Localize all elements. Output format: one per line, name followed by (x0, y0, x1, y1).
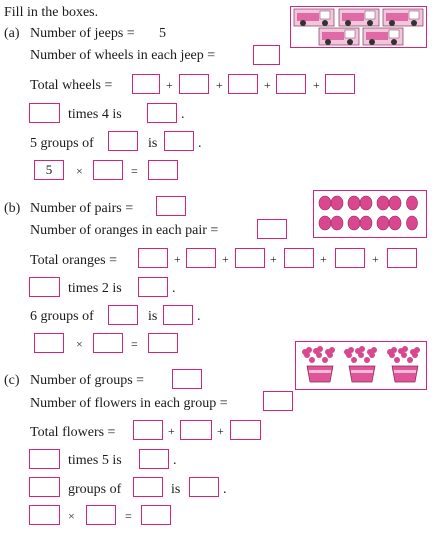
times-four-first-box[interactable] (29, 103, 60, 123)
wheels-each-answer-box[interactable] (253, 45, 280, 65)
times-two-result-box[interactable] (138, 277, 168, 297)
equals-sign: = (125, 509, 132, 523)
groups-of-first-box[interactable] (29, 477, 60, 497)
period: . (198, 136, 202, 151)
jeeps-count-value: 5 (159, 26, 166, 41)
is-label: is (148, 136, 158, 151)
jeeps-count-label: Number of jeeps = (30, 26, 135, 41)
is-label: is (171, 482, 181, 497)
plus-sign: + (313, 78, 320, 92)
plus-sign: + (372, 252, 379, 266)
six-groups-of-box[interactable] (108, 305, 138, 325)
section-b-marker: (b) (4, 201, 21, 216)
oranges-each-box[interactable] (257, 219, 287, 239)
orange-icons (314, 191, 425, 236)
times-five-label: times 5 is (68, 453, 122, 468)
total-wheels-box-3[interactable] (228, 74, 258, 94)
period: . (173, 453, 177, 468)
groups-count-label: Number of groups = (30, 373, 145, 388)
total-oranges-box-1[interactable] (138, 248, 168, 268)
total-wheels-box-4[interactable] (276, 74, 306, 94)
section-c-marker: (c) (4, 373, 20, 388)
six-groups-result-box[interactable] (163, 305, 193, 325)
total-oranges-box-2[interactable] (186, 248, 216, 268)
total-flowers-box-3[interactable] (230, 420, 261, 440)
times-five-result-box[interactable] (139, 449, 169, 469)
pairs-count-label: Number of pairs = (30, 201, 134, 216)
jeep-icons (291, 7, 425, 46)
c-multiplication-result-box[interactable] (141, 505, 171, 525)
times-sign: × (76, 337, 83, 351)
c-multiplication-first-factor-box[interactable] (29, 505, 60, 525)
jeeps-picture (290, 6, 427, 48)
total-wheels-label: Total wheels = (30, 78, 113, 93)
times-sign: × (68, 509, 75, 523)
total-oranges-box-4[interactable] (284, 248, 314, 268)
total-oranges-box-6[interactable] (387, 248, 417, 268)
period: . (181, 107, 185, 122)
equals-sign: = (131, 337, 138, 351)
times-four-label: times 4 is (68, 107, 122, 122)
b-multiplication-result-box[interactable] (148, 333, 178, 353)
multiplication-result-box[interactable] (148, 160, 178, 180)
period: . (223, 482, 227, 497)
five-groups-of-box[interactable] (108, 131, 138, 151)
times-four-result-box[interactable] (147, 103, 177, 123)
multiplication-second-factor-box[interactable] (93, 160, 123, 180)
b-multiplication-second-factor-box[interactable] (93, 333, 123, 353)
is-label: is (148, 309, 158, 324)
plus-sign: + (270, 252, 277, 266)
plus-sign: + (168, 424, 175, 438)
plus-sign: + (320, 252, 327, 266)
total-wheels-box-5[interactable] (325, 74, 355, 94)
period: . (172, 281, 176, 296)
wheels-each-label: Number of wheels in each jeep = (30, 48, 216, 63)
groups-count-box[interactable] (172, 369, 202, 389)
total-flowers-label: Total flowers = (30, 425, 116, 440)
total-wheels-box-2[interactable] (179, 74, 209, 94)
six-groups-label: 6 groups of (30, 309, 94, 324)
oranges-each-label: Number of oranges in each pair = (30, 223, 219, 238)
section-a-marker: (a) (4, 26, 20, 41)
given-factor-box: 5 (34, 160, 64, 180)
total-oranges-box-5[interactable] (335, 248, 365, 268)
c-multiplication-second-factor-box[interactable] (86, 505, 116, 525)
five-groups-label: 5 groups of (30, 136, 94, 151)
times-two-label: times 2 is (68, 281, 122, 296)
total-flowers-box-1[interactable] (133, 420, 163, 440)
plus-sign: + (174, 252, 181, 266)
groups-of-second-box[interactable] (133, 477, 163, 497)
total-oranges-label: Total oranges = (30, 253, 118, 268)
flower-pot-icons (296, 342, 425, 388)
b-multiplication-first-factor-box[interactable] (34, 333, 64, 353)
flowers-each-box[interactable] (263, 391, 293, 411)
plus-sign: + (222, 252, 229, 266)
groups-of-label: groups of (68, 482, 122, 497)
period: . (197, 309, 201, 324)
oranges-picture (313, 190, 427, 238)
equals-sign: = (131, 164, 138, 178)
plus-sign: + (166, 78, 173, 92)
times-two-first-box[interactable] (29, 277, 60, 297)
plus-sign: + (216, 78, 223, 92)
plus-sign: + (264, 78, 271, 92)
five-groups-result-box[interactable] (164, 131, 194, 151)
times-sign: × (76, 164, 83, 178)
times-five-first-box[interactable] (29, 449, 60, 469)
instruction: Fill in the boxes. (4, 5, 99, 20)
plus-sign: + (217, 424, 224, 438)
total-flowers-box-2[interactable] (180, 420, 212, 440)
flowers-each-label: Number of flowers in each group = (30, 396, 228, 411)
pairs-count-box[interactable] (156, 196, 186, 216)
groups-of-result-box[interactable] (189, 477, 219, 497)
total-wheels-box-1[interactable] (132, 74, 160, 94)
total-oranges-box-3[interactable] (235, 248, 265, 268)
flowers-picture (295, 341, 427, 390)
